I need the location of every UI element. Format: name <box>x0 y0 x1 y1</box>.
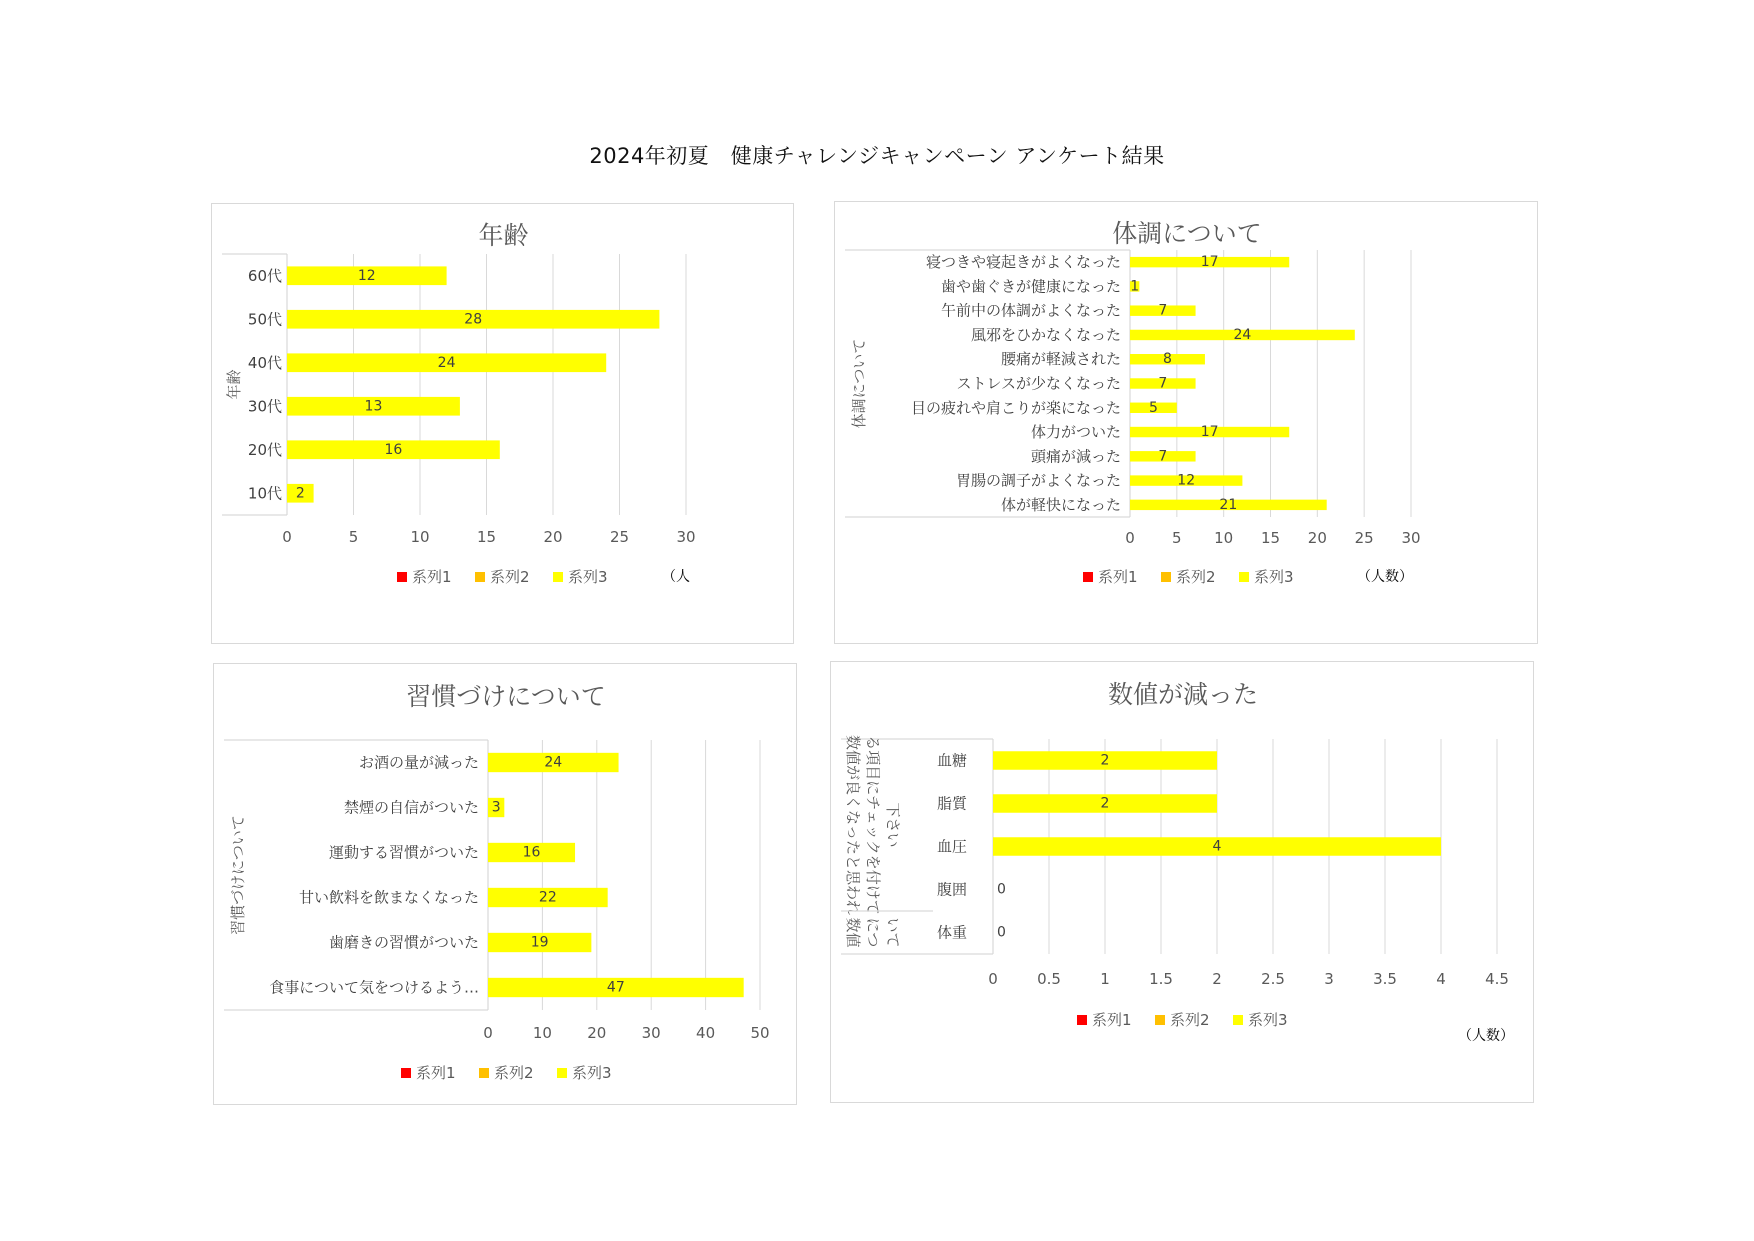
legend-swatch <box>479 1068 489 1078</box>
category-label: 寝つきや寝起きがよくなった <box>925 253 1121 272</box>
legend-label: 系列3 <box>1254 568 1294 586</box>
y-axis-group-label: 下さい <box>884 802 902 848</box>
x-tick-label: 25 <box>1354 529 1374 547</box>
data-label: 7 <box>1158 302 1168 319</box>
x-tick-label: 0.5 <box>1037 970 1061 988</box>
x-tick-label: 5 <box>1172 529 1182 547</box>
x-tick-label: 0 <box>988 970 998 988</box>
legend-label: 系列1 <box>416 1064 456 1082</box>
category-label: 禁煙の自信がついた <box>343 798 479 817</box>
x-tick-label: 50 <box>750 1024 770 1042</box>
data-label: 24 <box>437 354 456 371</box>
category-label: 胃腸の調子がよくなった <box>955 471 1121 490</box>
category-label: 50代 <box>247 310 282 329</box>
legend-swatch <box>401 1068 411 1078</box>
legend-swatch <box>1155 1015 1165 1025</box>
data-label: 13 <box>364 398 383 415</box>
category-label: 午前中の体調がよくなった <box>940 301 1121 320</box>
data-label: 8 <box>1163 351 1172 368</box>
data-label: 24 <box>1233 326 1252 343</box>
x-tick-label: 20 <box>543 528 563 546</box>
category-label: 30代 <box>247 397 282 416</box>
data-label: 2 <box>1100 795 1110 812</box>
data-label: 47 <box>606 979 625 996</box>
x-tick-label: 1 <box>1100 970 1110 988</box>
data-label: 3 <box>491 799 501 816</box>
x-tick-label: 1.5 <box>1149 970 1173 988</box>
legend-label: 系列1 <box>1098 568 1138 586</box>
x-tick-label: 2.5 <box>1261 970 1285 988</box>
category-label: 歯や歯ぐきが健康になった <box>940 277 1121 296</box>
data-label: 17 <box>1200 424 1219 441</box>
chart-condition <box>835 202 1539 645</box>
data-label: 0 <box>997 881 1006 898</box>
x-tick-label: 30 <box>1401 529 1421 547</box>
chart-age <box>212 204 795 645</box>
x-tick-label: 5 <box>348 528 359 546</box>
data-label: 24 <box>544 754 563 771</box>
category-label: 10代 <box>247 484 282 503</box>
legend-label: 系列2 <box>1170 1011 1210 1029</box>
data-label: 21 <box>1219 496 1238 513</box>
chart-panel-condition <box>834 201 1538 644</box>
data-label: 0 <box>997 924 1006 941</box>
unit-label: （人 <box>662 569 690 585</box>
category-label: 食事について気をつけるよう… <box>269 978 479 997</box>
y-axis-title: 体調について <box>850 338 868 429</box>
data-label: 7 <box>1158 448 1168 465</box>
x-tick-label: 30 <box>676 528 696 546</box>
data-label: 28 <box>464 311 483 328</box>
category-label: 体力がついた <box>1030 423 1121 442</box>
y-axis-title: 習慣づけについて <box>229 815 247 935</box>
y-axis-group-label: 数値 <box>844 917 862 948</box>
x-tick-label: 2 <box>1212 970 1222 988</box>
x-tick-label: 20 <box>1307 529 1327 547</box>
chart-title: 体調について <box>1112 219 1262 248</box>
x-tick-label: 3.5 <box>1373 970 1397 988</box>
category-label: 目の疲れや肩こりが楽になった <box>910 398 1121 417</box>
x-tick-label: 15 <box>1260 529 1281 547</box>
chart-values <box>831 662 1535 1104</box>
legend-swatch <box>1161 572 1171 582</box>
legend-label: 系列3 <box>568 568 608 586</box>
category-label: 血糖 <box>936 751 967 770</box>
legend-swatch <box>553 572 563 582</box>
x-tick-label: 25 <box>609 528 630 546</box>
page-title: 2024年初夏 健康チャレンジキャンペーン アンケート結果 <box>589 144 1165 168</box>
legend-swatch <box>397 572 407 582</box>
legend-swatch <box>557 1068 567 1078</box>
y-axis-group-label: る項目にチェックを付けて <box>864 735 882 915</box>
category-label: 歯磨きの習慣がついた <box>328 933 479 952</box>
unit-label: （人数） <box>1357 569 1413 585</box>
y-axis-group-label: 数値が良くなったと思われ <box>844 734 862 916</box>
x-tick-label: 0 <box>282 528 292 546</box>
legend-label: 系列2 <box>490 568 530 586</box>
data-label: 17 <box>1200 254 1219 271</box>
legend-swatch <box>1077 1015 1087 1025</box>
category-label: 風邪をひかなくなった <box>970 325 1121 344</box>
legend-swatch <box>1233 1015 1243 1025</box>
x-tick-label: 10 <box>1214 529 1234 547</box>
y-axis-group-label: につ <box>864 917 882 948</box>
category-label: 40代 <box>247 353 282 372</box>
data-label: 1 <box>1130 278 1140 295</box>
x-tick-label: 20 <box>587 1024 607 1042</box>
category-label: 腰痛が軽減された <box>1000 350 1121 369</box>
chart-panel-values <box>830 661 1534 1103</box>
category-label: 血圧 <box>936 837 967 856</box>
data-label: 16 <box>384 441 403 458</box>
chart-panel-habits <box>213 663 797 1105</box>
chart-title: 数値が減った <box>1107 680 1259 709</box>
category-label: 腹囲 <box>936 880 967 899</box>
x-tick-label: 0 <box>1125 529 1135 547</box>
category-label: 甘い飲料を飲まなくなった <box>298 888 479 907</box>
x-tick-label: 4 <box>1436 970 1446 988</box>
chart-title: 年齢 <box>478 221 529 250</box>
category-label: ストレスが少なくなった <box>956 374 1121 393</box>
data-label: 22 <box>538 889 557 906</box>
data-label: 16 <box>522 844 541 861</box>
data-label: 2 <box>295 485 305 502</box>
chart-habits <box>214 664 798 1106</box>
x-tick-label: 4.5 <box>1485 970 1509 988</box>
legend-label: 系列3 <box>1248 1011 1288 1029</box>
legend-label: 系列1 <box>412 568 452 586</box>
legend-label: 系列3 <box>572 1064 612 1082</box>
unit-label: （人数） <box>1458 1028 1514 1044</box>
legend-label: 系列2 <box>494 1064 534 1082</box>
x-tick-label: 40 <box>696 1024 716 1042</box>
chart-title: 習慣づけについて <box>406 682 606 711</box>
category-label: 頭痛が減った <box>1030 447 1121 466</box>
category-label: 体重 <box>936 923 967 942</box>
chart-panel-age <box>211 203 794 644</box>
data-label: 2 <box>1100 752 1110 769</box>
category-label: 60代 <box>247 266 282 285</box>
data-label: 19 <box>530 934 549 951</box>
x-tick-label: 3 <box>1324 970 1334 988</box>
category-label: お酒の量が減った <box>358 753 479 772</box>
legend-label: 系列1 <box>1092 1011 1132 1029</box>
category-label: 20代 <box>247 440 282 459</box>
x-tick-label: 10 <box>410 528 430 546</box>
legend-swatch <box>1083 572 1093 582</box>
x-tick-label: 10 <box>532 1024 552 1042</box>
data-label: 5 <box>1148 399 1158 416</box>
data-label: 12 <box>357 267 376 284</box>
data-label: 4 <box>1212 838 1222 855</box>
data-label: 12 <box>1177 472 1196 489</box>
y-axis-group-label: いて <box>884 917 902 948</box>
category-label: 脂質 <box>936 794 967 813</box>
x-tick-label: 0 <box>483 1024 493 1042</box>
x-tick-label: 30 <box>641 1024 661 1042</box>
data-label: 7 <box>1158 375 1168 392</box>
y-axis-title: 年齢 <box>225 369 243 400</box>
legend-label: 系列2 <box>1176 568 1216 586</box>
legend-swatch <box>475 572 485 582</box>
category-label: 体が軽快になった <box>1000 495 1121 514</box>
legend-swatch <box>1239 572 1249 582</box>
x-tick-label: 15 <box>476 528 497 546</box>
category-label: 運動する習慣がついた <box>328 843 479 862</box>
